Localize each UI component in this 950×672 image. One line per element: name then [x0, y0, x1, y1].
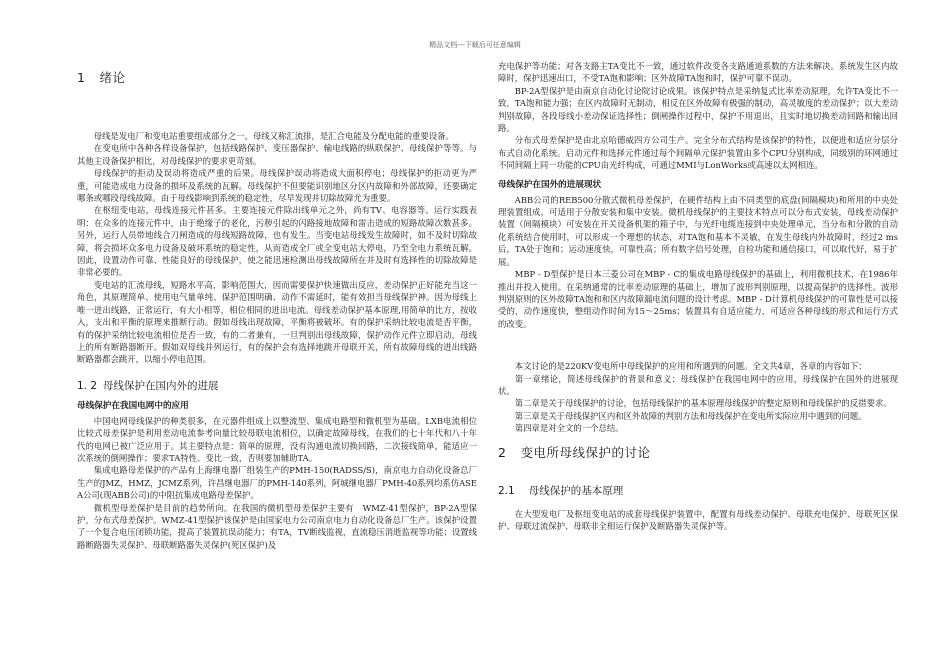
- section-title: 母线保护在国内外的进展: [103, 379, 219, 392]
- paragraph: 第四章是对全文的一个总结。: [514, 423, 624, 434]
- paragraph: 微机型母差保护是目前的趋势所向。在我国的微机型母差保护主要有 WMZ-41型保护，BP-2A型保护，分布式母差保护。WMZ-41型保护该保护是由国家电力公司南京电力自动化设备总厂生产。该保护设置了一个复合电压闭锁功能，提高了装置抗误动能力；有TA，TV断线监视，直流稳压消逝监视等功能；设置线路断路器失灵保护、母联断路器失灵保护(死区保护)及: [77, 502, 477, 550]
- paragraph: 在大型发电厂及枢纽变电站的成套母线保护装置中，配置有母线差动保护、母联充电保护、母联死区保护、母联过流保护、母联非全相运行保护及断路器失灵保护等。: [498, 508, 898, 531]
- section-number: 2.1: [498, 484, 515, 497]
- left-column: [77, 60, 477, 551]
- paragraph: 在枢纽变电站，母线连接元件甚多。主要连接元件除出线单元之外，尚有TV、电容器等。运行实践表明：在众多的连接元件中，由于绝缘子的老化，污秽引起的闪路接地故障和雷击造成的短路故障次数甚多。另外，运行人员带地线合刀闸造成的母线短路故障，也有发生。当变电站母线发生故障时，如不及时切除故障，将会损坏众多电力设备及破坏系统的稳定性，从而造成全厂或全变电站大停电，乃至全电力系统瓦解。因此，设置动作可靠、性能良好的母线保护，使之能迅速检测出母线故障所在并及时有选择性的切除故障是非常必要的。: [77, 205, 477, 278]
- paragraph: ABB公司的REB500分散式微机母差保护，在硬件结构上由不同类型的底盘(间隔模块)和所用的中央处理装置组成，可适用于分散安装和集中安装。微机母线保护的主要技术特点可以分布式安装，母线差动保护装置（间隔模块）可安装在开关设备机架的箱子中，与光纤电缆连接到中央处理单元，当分布和分散的自动化系统结合使用时，可以形成一个理想的状态，对TA饱和基本不灵敏，在发生母线内外故障时，经过2 ms后，TA处于饱和；运动速度快，可靠性高；所有数字信号处理，自检功能和通信接口，可以取代好，易于扩展。: [498, 194, 898, 267]
- paragraph: 第二章是关于母线保护的讨论，包括母线保护的基本原理母线保护的整定原则和母线保护的反措要求。: [514, 398, 892, 409]
- section-number: 1. 2: [77, 379, 98, 392]
- chapter-title: 变电所母线保护的讨论: [520, 444, 651, 460]
- paragraph: 变电站的汇流母线，短路水平高，影响范围大，因而需要保护快速做出反应，差动保护正好能充当这一角色，其原理简单、使用电气量单纯、保护范围明确、动作不需延时，能有效担当母线保护神。因为母线上唯一进出线路，正常运行，有大小相等，相位相同的进出电流。母线差动保护基本原理,用简单的比方，按收入，支出和平衡的原理来推断行动。假如母线出现故障，平衡将被破坏。有的保护采纳比较电流是否平衡，有的保护采纳比较电流相位是否一致，有的二者兼有，一旦判别出母线故障，保护动作元件立即启动，母线上的所有断路器断开。假如双母线并列运行，有的保护会有选择地跳开母联开关，所有故障母线的进出线路断路器都会跳开，以缩小停电范围。: [77, 279, 477, 365]
- chapter-number: 2: [498, 444, 507, 460]
- paragraph: 集成电路母差保护的产品有上海继电器厂组装生产的PMH-150(RADSS/S)，南京电力自动化设备总厂生产的JMZ，HMZ，JCMZ系列，许昌继电器厂的PMH-140系列，阿城继电器厂PMH-40系列均系仿ASEA公司(现ABB公司)的中阻抗集成电路母差保护。: [77, 465, 477, 501]
- paragraph: 第一章绪论，简述母线保护的背景和意义；母线保护在我国电网中的应用，母线保护在国外的进展现状。: [498, 373, 898, 396]
- chapter-2-heading: [498, 443, 898, 461]
- subsection-heading-domestic: 母线保护在我国电网中的应用: [77, 400, 189, 411]
- chapter-1-heading: [77, 68, 477, 86]
- chapter-title: 绪论: [99, 70, 126, 85]
- section-2-1-heading: [498, 483, 898, 498]
- paragraph: 第三章是关于母线保护区内和区外故障的判别方法和母线保护在变电所实际应用中遇到的问题。: [514, 410, 867, 421]
- paragraph: 中国电网母线保护的种类很多，在元器件组成上以整流型、集成电路型和微机型为基础。LXB电流相位比较式母差保护是利用差动电流参考向量比较母联电流相位，以确定故障母线，在我们的七十年代和八十年代的电网已被广泛应用于。其主要特点是：简单的原理，没有沟通电流切换回路，二次接线简单，能适应一次系统的倒闸操作；要求TA特性、变比一致，否则要加辅助TA。: [77, 415, 477, 463]
- paragraph: 母线保护的拒动及误动将造成严重的后果。母线保护误动将造成大面积停电；母线保护的拒动更为严重，可能造成电力设备的损坏及系统的瓦解。母线保护不但要能识别地区分区内故障和外部故障，还要确定哪条或哪段母线故障。由于母线影响到系统的稳定性，尽早发现并切除故障尤为重要。: [77, 168, 477, 204]
- paragraph: 分布式母差保护是由北京哈德威四方公司生产。完全分布式结构是该保护的特性，以便进和适应分层分布式自动化系统。启动元件和选择元件通过每个间隔单元保护装置由多个CPU分别构成，同级别的环网通过不同间隔上同一功能的CPU由光纤构成，可通过MMI与LonWorks或高速以太网相连。: [498, 135, 898, 171]
- paragraph: BP-2A型保护是由南京自动化讨论院讨论成果。该保护特点是采纳复式比率差动原理，允许TA变比不一致，TA饱和能力强；在区内故障时无制动，相反在区外故障有极强的制动，高灵敏度的差动保护；以大差动判别故障，各段母线小差动保证选择性；倒闸操作过程中，保护不用退出，且实时地切换差动回路和输出回路。: [498, 85, 898, 134]
- paragraph: 本文讨论的是220KV变电所中母线保护的应用和所遇到的问题。全文共4章，各章的内容如下：: [514, 361, 867, 372]
- subsection-heading-foreign: 母线保护在国外的进展现状: [498, 179, 602, 190]
- page-header: 精品文档---下载后可任意编辑: [429, 41, 521, 49]
- section-title: 母线保护的基本原理: [528, 484, 624, 497]
- section-1-2-heading: [77, 378, 477, 393]
- paragraph: 充电保护等功能；对各支路主TA变比不一致，通过软件改变各支路通道系数的方法来解决。系统发生区内故障时，保护迅速出口，不受TA饱和影响；区外故障TA饱和时，保护可靠不误动。: [498, 61, 898, 84]
- right-column: [498, 60, 898, 532]
- paragraph: 在变电所中各种各样设备保护，包括线路保护、变压器保护、输电线路的纵联保护、母线保护等等。与其他主设备保护相比，对母线保护的要求更苛刻。: [77, 143, 477, 166]
- paragraph: MBP - D型保护是日本三菱公司在MBP - C的集成电路母线保护的基础上，利用微机技术，在1986年推出并投入使用。在采纳通常的比率差动原理的基础上，增加了波形判别原理，以提高保护的选择性。波形判别原则的区外故障TA饱和和区内故障漏电流问题的设计考虑。MBP - D计算机母线保护的可靠性是可以接受的，动作速度快，整组动作时间为15～25ms；装置具有自适应能力，可适应各种母线的形式和运行方式的改变。: [498, 269, 898, 329]
- chapter-number: 1: [77, 70, 86, 85]
- paragraph: 母线是发电厂和变电站重要组成部分之一。母线又称汇流排，是汇合电能及分配电能的重要设备。: [93, 131, 454, 141]
